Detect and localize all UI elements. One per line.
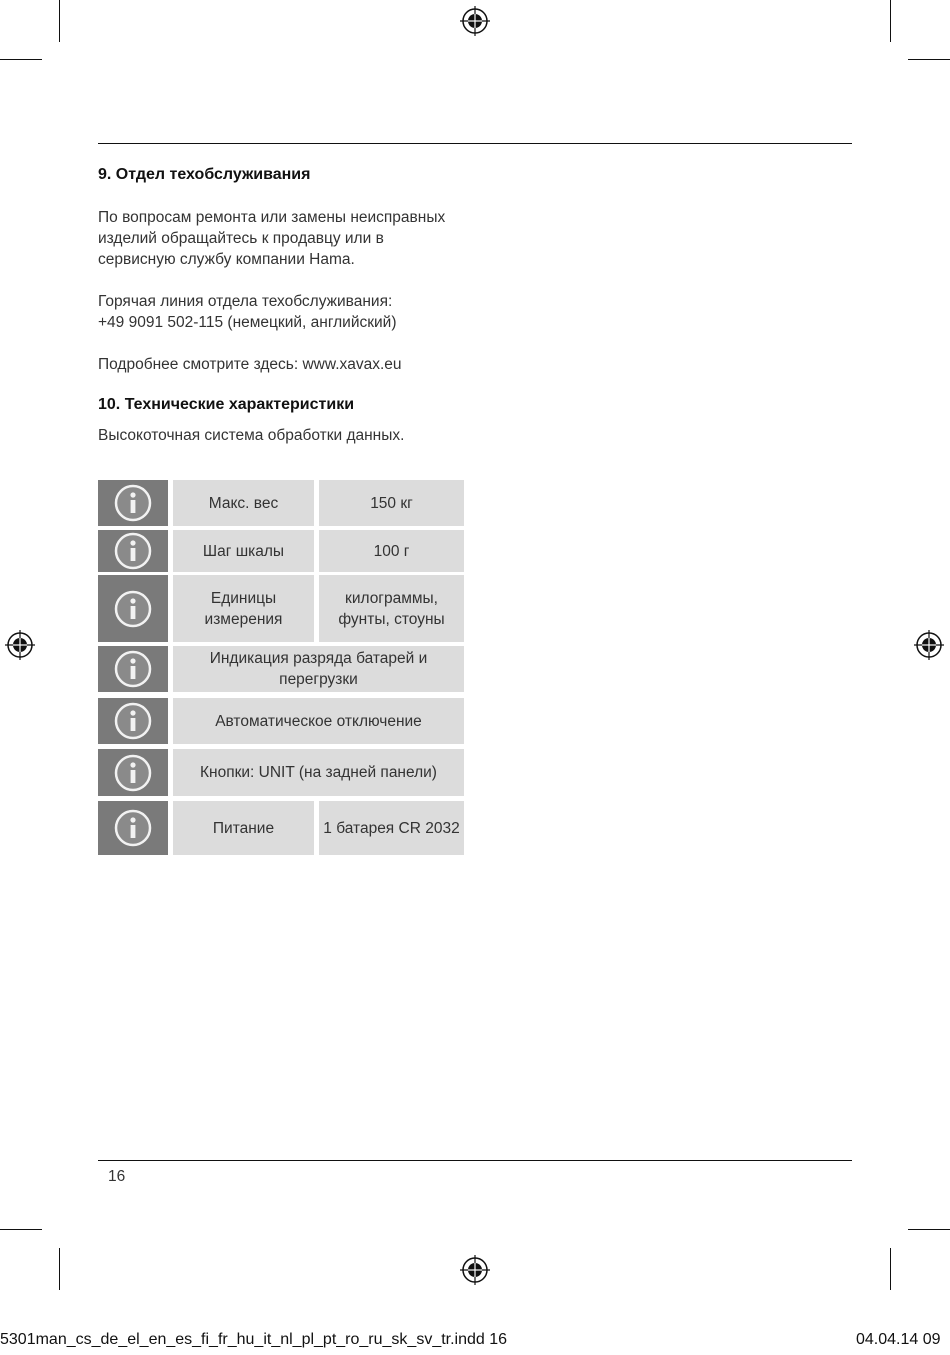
spec-icon-cell — [98, 749, 168, 796]
footer-rule — [98, 1160, 852, 1161]
spec-full: Индикация разряда батарей и перегрузки — [173, 646, 464, 692]
spec-icon-cell — [98, 575, 168, 642]
info-icon — [113, 589, 153, 629]
page-number: 16 — [108, 1168, 126, 1185]
text-line: По вопросам ремонта или замены неисправных — [98, 209, 446, 226]
spec-icon-cell — [98, 646, 168, 692]
print-slug-date: 04.04.14 09 — [856, 1331, 941, 1348]
service-paragraph — [98, 207, 478, 270]
info-icon — [113, 483, 153, 523]
text-line: Горячая линия отдела техобслуживания: — [98, 293, 393, 310]
crop-mark — [59, 0, 60, 42]
spec-label: Макс. вес — [173, 480, 314, 526]
spec-value: 1 батарея CR 2032 — [319, 801, 464, 855]
header-rule — [98, 143, 852, 144]
spec-row — [98, 575, 464, 642]
info-icon — [113, 753, 153, 793]
hotline-paragraph — [98, 291, 478, 333]
crop-mark — [908, 59, 950, 60]
text-line: +49 9091 502-115 (немецкий, английский) — [98, 314, 397, 331]
spec-icon-cell — [98, 480, 168, 526]
crop-mark — [890, 1248, 891, 1290]
registration-mark-icon — [5, 630, 35, 660]
spec-icon-cell — [98, 530, 168, 572]
spec-value: килограммы, фунты, стоуны — [319, 575, 464, 642]
spec-value: 150 кг — [319, 480, 464, 526]
spec-row — [98, 480, 464, 526]
crop-mark — [908, 1229, 950, 1230]
spec-row — [98, 801, 464, 855]
spec-row — [98, 698, 464, 744]
text-line: сервисную службу компании Hama. — [98, 251, 355, 268]
crop-mark — [0, 1229, 42, 1230]
section-10-subtitle: Высокоточная система обработки данных. — [98, 427, 405, 444]
info-icon — [113, 649, 153, 689]
spec-label: Шаг шкалы — [173, 530, 314, 572]
section-9-title: 9. Отдел техобслуживания — [98, 166, 311, 183]
crop-mark — [0, 59, 42, 60]
registration-mark-icon — [460, 6, 490, 36]
spec-row — [98, 749, 464, 796]
spec-label: Питание — [173, 801, 314, 855]
info-icon — [113, 701, 153, 741]
spec-label: Единицы измерения — [173, 575, 314, 642]
print-slug-filename: 5301man_cs_de_el_en_es_fi_fr_hu_it_nl_pl_pt_ro_ru_sk_sv_tr.indd 16 — [0, 1331, 508, 1348]
more-info-paragraph: Подробнее смотрите здесь: www.xavax.eu — [98, 356, 402, 373]
text-line: изделий обращайтесь к продавцу или в — [98, 230, 384, 247]
spec-row — [98, 530, 464, 572]
spec-icon-cell — [98, 801, 168, 855]
section-10-title: 10. Технические характеристики — [98, 396, 355, 413]
spec-full: Автоматическое отключение — [173, 698, 464, 744]
registration-mark-icon — [914, 630, 944, 660]
spec-row — [98, 646, 464, 692]
info-icon — [113, 808, 153, 848]
spec-icon-cell — [98, 698, 168, 744]
registration-mark-icon — [460, 1255, 490, 1285]
spec-full: Кнопки: UNIT (на задней панели) — [173, 749, 464, 796]
crop-mark — [890, 0, 891, 42]
spec-value: 100 г — [319, 530, 464, 572]
info-icon — [113, 531, 153, 571]
crop-mark — [59, 1248, 60, 1290]
